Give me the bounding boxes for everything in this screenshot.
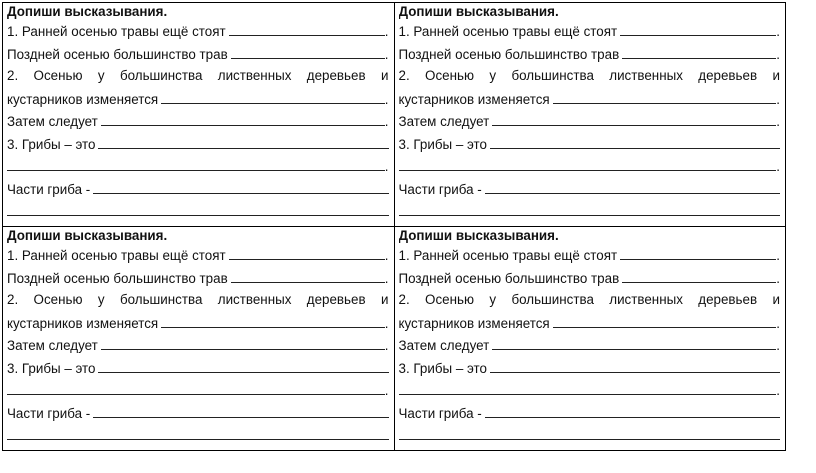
statement-2-word: лиственных <box>217 292 292 307</box>
statement-2-word: Осенью <box>425 292 475 307</box>
answer-blank[interactable] <box>98 133 388 149</box>
statement-4-continuation <box>399 424 781 447</box>
answer-blank[interactable] <box>622 267 776 283</box>
answer-blank[interactable] <box>161 88 385 104</box>
statement-1 <box>7 244 389 267</box>
statement-3-continuation <box>399 155 781 178</box>
statement-3 <box>399 133 781 156</box>
statement-2-word: 2. <box>7 292 19 307</box>
statement-2-word: большинства <box>119 292 203 307</box>
statement-4-continuation <box>399 200 781 223</box>
period: . <box>776 46 780 62</box>
statement-2-word: и <box>772 292 780 307</box>
answer-blank[interactable] <box>399 155 777 171</box>
statement-2b-text: кустарников изменяется <box>398 315 550 331</box>
statement-4-continuation <box>7 200 389 223</box>
period: . <box>384 315 389 331</box>
statement-2c <box>399 334 781 357</box>
statement-2-word: деревьев <box>306 292 366 307</box>
statement-2 <box>7 289 389 312</box>
statement-4 <box>7 402 389 425</box>
statement-1-text: 1. Ранней осенью травы ещё стоят <box>398 24 618 39</box>
statement-2 <box>399 289 781 312</box>
statement-1 <box>7 20 389 43</box>
period: . <box>384 159 389 174</box>
statement-2-word: Осенью <box>33 68 83 83</box>
statement-1b-text: Поздней осенью большинство трав <box>7 46 228 62</box>
card-title: Допиши высказывания. <box>398 228 559 243</box>
statement-2-word: 2. <box>7 68 19 83</box>
statement-3 <box>399 357 781 380</box>
statement-3-text: 3. Грибы – это <box>7 360 96 376</box>
statement-2c-text: Затем следует <box>398 114 490 129</box>
statement-3-text: 3. Грибы – это <box>398 136 487 152</box>
answer-blank[interactable] <box>231 267 385 283</box>
period: . <box>776 114 780 129</box>
statement-2c-text: Затем следует <box>398 338 490 353</box>
statement-2-word: деревьев <box>698 292 758 307</box>
statement-2-word: большинства <box>511 292 594 307</box>
statement-3 <box>7 133 389 156</box>
answer-blank[interactable] <box>7 424 389 440</box>
card-cell <box>3 3 395 227</box>
exercise-card <box>395 227 786 447</box>
answer-blank[interactable] <box>492 110 776 126</box>
statement-4-text: Части гриба - <box>398 405 482 421</box>
statement-2b-text: кустарников изменяется <box>7 315 159 331</box>
statement-4 <box>399 178 781 201</box>
period: . <box>384 383 389 398</box>
answer-blank[interactable] <box>399 424 781 440</box>
card-title: Допиши высказывания. <box>398 4 559 19</box>
period: . <box>384 91 389 107</box>
statement-2-word: Осенью <box>33 292 83 307</box>
card-title: Допиши высказывания. <box>7 228 168 243</box>
statement-2c-text: Затем следует <box>7 114 98 129</box>
answer-blank[interactable] <box>553 88 777 104</box>
answer-blank[interactable] <box>231 43 385 59</box>
statement-1-text: 1. Ранней осенью травы ещё стоят <box>398 248 618 263</box>
statement-2-word: большинства <box>119 68 203 83</box>
statement-2b <box>399 312 781 335</box>
answer-blank[interactable] <box>93 178 388 194</box>
period: . <box>776 91 780 107</box>
statement-4-text: Части гриба - <box>7 405 91 421</box>
statement-1-text: 1. Ранней осенью травы ещё стоят <box>7 248 226 263</box>
statement-2-word: деревьев <box>306 68 366 83</box>
statement-3-continuation <box>7 379 389 402</box>
statement-3-continuation <box>399 379 781 402</box>
statement-2 <box>7 65 389 88</box>
statement-2b <box>7 312 389 335</box>
statement-2-word: у <box>489 292 497 307</box>
statement-2-word: Осенью <box>425 68 475 83</box>
answer-blank[interactable] <box>7 379 385 395</box>
statement-2-word: у <box>97 292 105 307</box>
statement-1 <box>399 20 781 43</box>
statement-2-word: лиственных <box>609 68 683 83</box>
period: . <box>776 24 780 39</box>
statement-4-continuation <box>7 424 389 447</box>
period: . <box>384 114 389 129</box>
statement-3-text: 3. Грибы – это <box>398 360 487 376</box>
period: . <box>776 383 780 398</box>
period: . <box>776 315 780 331</box>
statement-2-word: и <box>380 68 389 83</box>
card-title: Допиши высказывания. <box>7 4 168 19</box>
answer-blank[interactable] <box>622 43 776 59</box>
statement-1-text: 1. Ранней осенью травы ещё стоят <box>7 24 226 39</box>
statement-3-text: 3. Грибы – это <box>7 136 96 152</box>
statement-2-word: лиственных <box>609 292 683 307</box>
answer-blank[interactable] <box>399 379 777 395</box>
answer-blank[interactable] <box>490 357 780 373</box>
period: . <box>384 248 389 263</box>
period: . <box>776 248 780 263</box>
statement-2b <box>7 88 389 111</box>
answer-blank[interactable] <box>229 20 385 36</box>
answer-blank[interactable] <box>399 200 781 216</box>
statement-2b-text: кустарников изменяется <box>7 91 159 107</box>
statement-2c <box>7 110 389 133</box>
answer-blank[interactable] <box>485 402 780 418</box>
statement-4 <box>399 402 781 425</box>
statement-2b-text: кустарников изменяется <box>398 91 550 107</box>
exercise-card <box>3 3 394 223</box>
statement-2-word: у <box>97 68 105 83</box>
period: . <box>384 270 389 286</box>
period: . <box>776 159 780 174</box>
statement-2c <box>7 334 389 357</box>
statement-2-word: и <box>772 68 780 83</box>
statement-4-text: Части гриба - <box>7 181 91 197</box>
answer-blank[interactable] <box>229 244 385 260</box>
answer-blank[interactable] <box>490 133 780 149</box>
card-cell <box>394 3 786 227</box>
period: . <box>776 338 780 353</box>
worksheet-grid <box>2 2 786 451</box>
statement-3 <box>7 357 389 380</box>
answer-blank[interactable] <box>161 312 385 328</box>
answer-blank[interactable] <box>93 402 388 418</box>
statement-2c-text: Затем следует <box>7 338 98 353</box>
statement-2 <box>399 65 781 88</box>
statement-1b <box>399 267 781 290</box>
answer-blank[interactable] <box>101 110 385 126</box>
answer-blank[interactable] <box>553 312 777 328</box>
statement-1 <box>399 244 781 267</box>
statement-2-word: большинства <box>511 68 594 83</box>
card-cell <box>3 227 395 451</box>
answer-blank[interactable] <box>101 334 385 350</box>
statement-2-word: лиственных <box>217 68 292 83</box>
answer-blank[interactable] <box>7 200 389 216</box>
statement-2-word: у <box>489 68 497 83</box>
period: . <box>384 338 389 353</box>
answer-blank[interactable] <box>620 20 776 36</box>
answer-blank[interactable] <box>485 178 780 194</box>
statement-1b-text: Поздней осенью большинство трав <box>398 270 620 286</box>
answer-blank[interactable] <box>492 334 776 350</box>
statement-2-word: и <box>380 292 389 307</box>
statement-1b-text: Поздней осенью большинство трав <box>7 270 228 286</box>
answer-blank[interactable] <box>620 244 776 260</box>
statement-1b <box>7 267 389 290</box>
statement-1b <box>7 43 389 66</box>
period: . <box>776 270 780 286</box>
statement-4-text: Части гриба - <box>398 181 482 197</box>
period: . <box>384 24 389 39</box>
period: . <box>384 46 389 62</box>
statement-2-word: 2. <box>398 68 410 83</box>
answer-blank[interactable] <box>7 155 385 171</box>
statement-3-continuation <box>7 155 389 178</box>
answer-blank[interactable] <box>98 357 388 373</box>
card-cell <box>394 227 786 451</box>
statement-2b <box>399 88 781 111</box>
exercise-card <box>395 3 786 223</box>
statement-1b <box>399 43 781 66</box>
statement-2-word: деревьев <box>698 68 758 83</box>
statement-2-word: 2. <box>398 292 410 307</box>
statement-1b-text: Поздней осенью большинство трав <box>398 46 620 62</box>
statement-2c <box>399 110 781 133</box>
exercise-card <box>3 227 394 447</box>
statement-4 <box>7 178 389 201</box>
